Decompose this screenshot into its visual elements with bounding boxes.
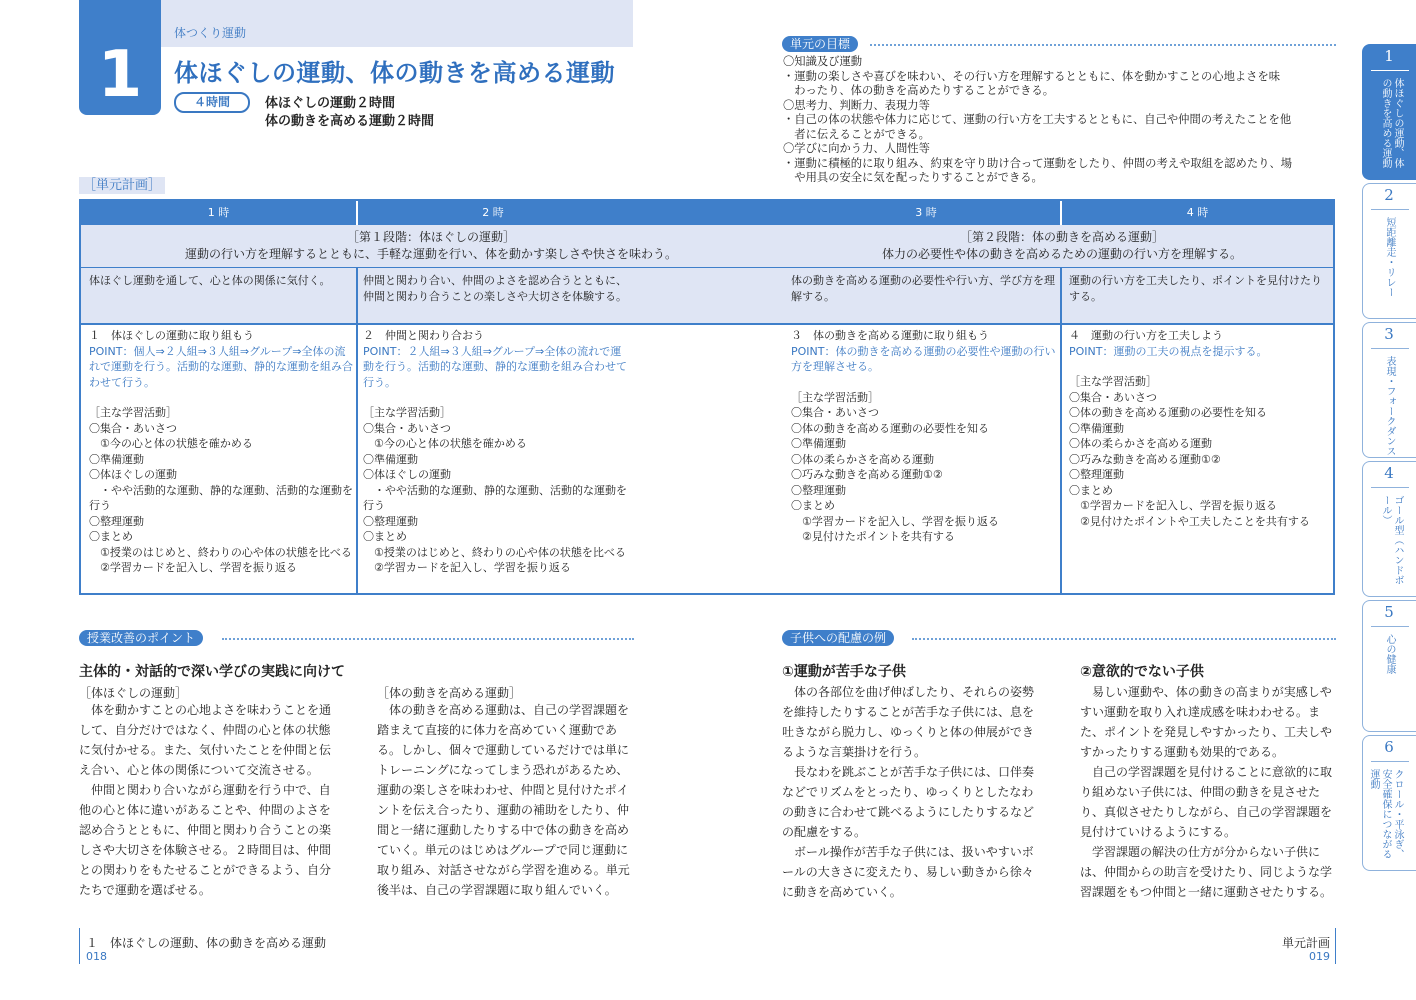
page-title: 体ほぐしの運動、体の動きを高める運動 (174, 59, 615, 87)
unit-number: 1 (79, 0, 161, 115)
footer-rule-right (1335, 928, 1336, 964)
lesson-title: ２ 仲間と関わり合おう (363, 329, 484, 342)
footer-left-title: １ 体ほぐしの運動、体の動きを高める運動 (86, 936, 327, 950)
paragraph: 学習課題の解決の仕方が分からない子供には、仲間からの助言を受けたり、同じような学習課題をもつ仲間と一緒に運動させたりする。 (1080, 845, 1333, 899)
tab-number: 4 (1384, 464, 1394, 482)
goal-line: 〇知識及び運動 (783, 55, 863, 68)
column-divider (356, 268, 358, 593)
activity-item: 〇体の動きを高める運動の必要性を知る (791, 421, 989, 435)
index-tab-2[interactable] (1362, 183, 1416, 319)
lesson-title: ４ 運動の行い方を工夫しよう (1069, 329, 1223, 342)
activity-item: 〇準備運動 (89, 452, 144, 466)
consideration-right-title: ②意欲的でない子供 (1080, 664, 1204, 680)
goal-line: 〇思考力、判断力、表現力等 (783, 98, 930, 112)
footer-rule-left (79, 928, 80, 964)
activity-item: ・やや活動的な運動、静的な運動、活動的な運動を行う (89, 483, 353, 512)
activity-item: 〇集合・あいさつ (791, 406, 879, 419)
improvement-subtitle: 主体的・対話的で深い学びの実践に向けて (79, 664, 345, 680)
activity-item: ①学習カードを記入し、学習を振り返る (1069, 499, 1277, 512)
page-number-right: 019 (1309, 950, 1330, 963)
activity-item: ①授業のはじめと、終わりの心や体の状態を比べる (89, 545, 352, 559)
page-number-left: 018 (86, 950, 107, 963)
hours-line-1: 体ほぐしの運動２時間 (265, 96, 396, 111)
tab-number: 2 (1384, 186, 1394, 204)
activity-item: 〇まとめ (1069, 483, 1113, 497)
stage-row (81, 225, 1333, 268)
goal-line: ・運動に積極的に取り組み、約束を守り助け合って運動をしたり、仲間の考えや取組を認めたり、場 (783, 156, 1293, 170)
goal-line: 者に伝えることができる。 (783, 127, 930, 141)
index-tab-5[interactable] (1362, 600, 1416, 732)
tab-number: 5 (1384, 603, 1394, 621)
activity-item: ［主な学習活動］ (89, 406, 177, 419)
activity-item: 〇準備運動 (363, 452, 418, 466)
paragraph: 体の各部位を曲げ伸ばしたり、それらの姿勢を維持したりすることが苦手な子供には、息を吐きながら脱力し、ゆっくりと体の伸展ができるような言葉掛けを行う。 (782, 685, 1035, 759)
footer-right-title: 単元計画 (1281, 936, 1330, 950)
activity-item: 〇整理運動 (1069, 468, 1124, 481)
column-divider (1060, 268, 1062, 593)
activity-item: ①今の心と体の状態を確かめる (363, 437, 527, 450)
improvement-heading: 授業改善のポイント (79, 630, 203, 646)
activity-item: 〇まとめ (89, 530, 133, 543)
goals-divider (870, 44, 1336, 46)
consideration-divider (912, 638, 1336, 640)
activity-item: 〇集合・あいさつ (363, 421, 451, 435)
tab-rule (1371, 626, 1409, 627)
aim-1: 体ほぐし運動を通して、心と体の関係に気付く。 (89, 274, 331, 287)
category-label: 体つくり運動 (174, 26, 247, 40)
lesson-title: ３ 体の動きを高める運動に取り組もう (791, 329, 989, 342)
column-header-3: 3 時 (915, 206, 937, 219)
activity-item: 〇まとめ (363, 530, 407, 543)
activity-item: 〇体の柔らかさを高める運動 (1069, 437, 1212, 450)
paragraph: 易しい運動や、体の動きの高まりが実感しやすい運動を取り入れ達成感を味わわせる。また、ポイントを発見しやすかったり、工夫しやすかったりする運動も効果的である。 (1080, 685, 1333, 759)
paragraph: 長なわを跳ぶことが苦手な子供には、口伴奏などでリズムをとったり、ゆっくりとしたなわの動きに合わせて跳べるようにしたりするなどの配慮をする。 (782, 765, 1035, 839)
tab-rule (1371, 761, 1409, 762)
table-header (81, 201, 1333, 225)
aim-4: 運動の行い方を工夫したり、ポイントを見付けたりする。 (1069, 274, 1322, 303)
index-tab-3[interactable] (1362, 322, 1416, 458)
paragraph: 仲間と関わり合いながら運動を行う中で、自他の心と体に違いがあることや、仲間のよさを認め合うとともに、仲間と関わり合うことの楽しさや大切さを体験させる。２時間目は、仲間との関わりをもたせることができるよう、自分たちで運動を選ばせる。 (79, 783, 332, 897)
aims-row (81, 268, 1333, 325)
activity-item: ［主な学習活動］ (363, 406, 451, 419)
activity-item: 〇整理運動 (89, 514, 144, 528)
tab-label: クロール・平泳ぎ、安全確保につながる運動 (1368, 769, 1403, 859)
goal-line: や用具の安全に気を配ったりすることができる。 (783, 171, 1043, 184)
index-tab-1[interactable] (1362, 44, 1416, 180)
unit-plan-table (79, 199, 1335, 595)
tab-label: 表現・フォークダンス (1384, 356, 1395, 456)
activity-item: 〇巧みな動きを高める運動①② (791, 468, 943, 481)
aim-2: 仲間と関わり合い、仲間のよさを認め合うとともに、仲間と関わり合うことの楽しさや大切さを体験する。 (363, 274, 627, 303)
tab-rule (1371, 70, 1409, 71)
improvement-right-bracket: ［体の動きを高める運動］ (377, 686, 522, 700)
improvement-divider (222, 638, 634, 640)
tab-label: 体ほぐしの運動、体の動きを高める運動 (1380, 78, 1403, 168)
improvement-left-text (79, 700, 341, 900)
activity-item: 〇体ほぐしの運動 (363, 468, 451, 481)
tab-rule (1371, 348, 1409, 349)
column-header-1: 1 時 (207, 206, 230, 219)
activity-item: ②学習カードを記入し、学習を振り返る (89, 561, 297, 574)
lesson-point: POINT：運動の工夫の視点を提示する。 (1069, 344, 1268, 358)
activity-item: ②学習カードを記入し、学習を振り返る (363, 561, 571, 574)
activity-item: 〇整理運動 (791, 483, 846, 497)
goal-line: 〇学びに向かう力、人間性等 (783, 142, 930, 155)
stage-1-desc: 運動の行い方を理解するとともに、手軽な運動を行い、体を動かす楽しさや快さを味わう。 (184, 247, 677, 261)
lesson-title: １ 体ほぐしの運動に取り組もう (89, 329, 254, 342)
lesson-point: POINT：個人⇒２人組⇒３人組⇒グループ⇒全体の流れで運動を行う。活動的な運動、静的な運動を組み合わせて行う。 (89, 344, 353, 389)
tab-label: ゴール型（ハンドボール） (1380, 495, 1403, 585)
improvement-left-bracket: ［体ほぐしの運動］ (79, 686, 188, 700)
goal-line: わったり、体の動きを高めたりすることができる。 (783, 84, 1055, 97)
tab-label: 短距離走・リレー (1384, 217, 1395, 297)
activity-item: ［主な学習活動］ (1069, 375, 1157, 388)
activity-item: 〇体の動きを高める運動の必要性を知る (1069, 406, 1267, 419)
goal-line: ・自己の体の状態や体力に応じて、運動の行い方を工夫するとともに、自己や仲間の考えたことを他 (783, 113, 1292, 126)
tab-number: 3 (1384, 325, 1394, 343)
stage-2-title: ［第２段階：体の動きを高める運動］ (959, 230, 1164, 244)
tab-rule (1371, 487, 1409, 488)
lesson-point: POINT：２人組⇒３人組⇒グループ⇒全体の流れで運動を行う。活動的な運動、静的な運動を組み合わせて行う。 (363, 344, 627, 389)
activity-item: 〇体の柔らかさを高める運動 (791, 452, 934, 466)
activity-item: 〇準備運動 (791, 437, 846, 450)
tab-number: 6 (1384, 738, 1394, 756)
lesson-2-cell (363, 328, 631, 576)
consideration-right-text (1080, 682, 1338, 902)
activity-item: ②見付けたポイントや工夫したことを共有する (1069, 514, 1310, 528)
column-header-2: 2 時 (482, 206, 504, 219)
consideration-left-title: ①運動が苦手な子供 (782, 664, 906, 680)
aim-3: 体の動きを高める運動の必要性や行い方、学び方を理解する。 (791, 274, 1055, 303)
goals-heading: 単元の目標 (782, 36, 858, 52)
lesson-4-cell (1069, 328, 1329, 529)
activity-item: 〇集合・あいさつ (1069, 390, 1157, 404)
paragraph: 自己の学習課題を見付けることに意欲的に取り組めない子供には、仲間の動きを見させたり、真似させたりしながら、自己の学習課題を見付けていけるようにする。 (1080, 765, 1333, 839)
consideration-heading: 子供への配慮の例 (782, 630, 894, 646)
activity-item: ①学習カードを記入し、学習を振り返る (791, 514, 999, 528)
stage-2-desc: 体力の必要性や体の動きを高めるための運動の行い方を理解する。 (881, 247, 1242, 261)
lesson-point: POINT：体の動きを高める運動の必要性や運動の行い方を理解させる。 (791, 344, 1056, 373)
index-tab-4[interactable] (1362, 461, 1416, 597)
activity-item: 〇整理運動 (363, 514, 418, 528)
column-header-4: 4 時 (1186, 206, 1209, 219)
activity-item: ［主な学習活動］ (791, 390, 879, 404)
tab-label: 心の健康 (1384, 634, 1395, 674)
stage-1-title: ［第１段階：体ほぐしの運動］ (346, 230, 515, 244)
activity-item: 〇体ほぐしの運動 (89, 468, 177, 481)
hours-badge: ４時間 (174, 92, 250, 113)
activity-item: 〇まとめ (791, 499, 835, 512)
goal-line: ・運動の楽しさや喜びを味わい、その行い方を理解するとともに、体を動かすことの心地よさを味 (783, 69, 1281, 83)
improvement-right-text (377, 700, 635, 900)
activity-item: ・やや活動的な運動、静的な運動、活動的な運動を行う (363, 483, 627, 512)
consideration-left-text (782, 682, 1044, 902)
activity-item: ①今の心と体の状態を確かめる (89, 437, 253, 450)
hours-line-2: 体の動きを高める運動２時間 (265, 114, 435, 129)
plan-heading: ［単元計画］ (79, 177, 165, 194)
lesson-1-cell (89, 328, 353, 576)
tab-number: 1 (1384, 47, 1394, 65)
paragraph: ボール操作が苦手な子供には、扱いやすいボールの大きさに変えたり、易しい動きから徐々に動きを高めていく。 (782, 845, 1034, 899)
activity-item: 〇巧みな動きを高める運動①② (1069, 452, 1221, 466)
index-tab-6[interactable] (1362, 735, 1416, 871)
paragraph: 体の動きを高める運動は、自己の学習課題を踏まえて直接的に体力を高めていく運動である。しかし、個々で運動しているだけでは単にトレーニングになってしまう恐れがあるため、運動の楽しさを味わわせ、仲間と見付けたポイントを伝え合ったり、運動の補助をしたり、仲間と一緒に運動したりする中で体の動きを高めていく。単元のはじめはグループで同じ運動に取り組み、対話させながら学習を進める。単元後半は、自己の学習課題に取り組んでいく。 (377, 703, 630, 897)
activity-item: ①授業のはじめと、終わりの心や体の状態を比べる (363, 545, 626, 559)
tab-rule (1371, 209, 1409, 210)
paragraph: 体を動かすことの心地よさを味わうことを通して、自分だけではなく、仲間の心と体の状態に気付かせる。また、気付いたことを仲間と伝え合い、心と体の関係について交流させる。 (79, 703, 332, 777)
activity-item: 〇集合・あいさつ (89, 421, 177, 435)
activity-item: ②見付けたポイントを共有する (791, 530, 955, 543)
lesson-3-cell (791, 328, 1057, 545)
activity-item: 〇準備運動 (1069, 421, 1124, 435)
